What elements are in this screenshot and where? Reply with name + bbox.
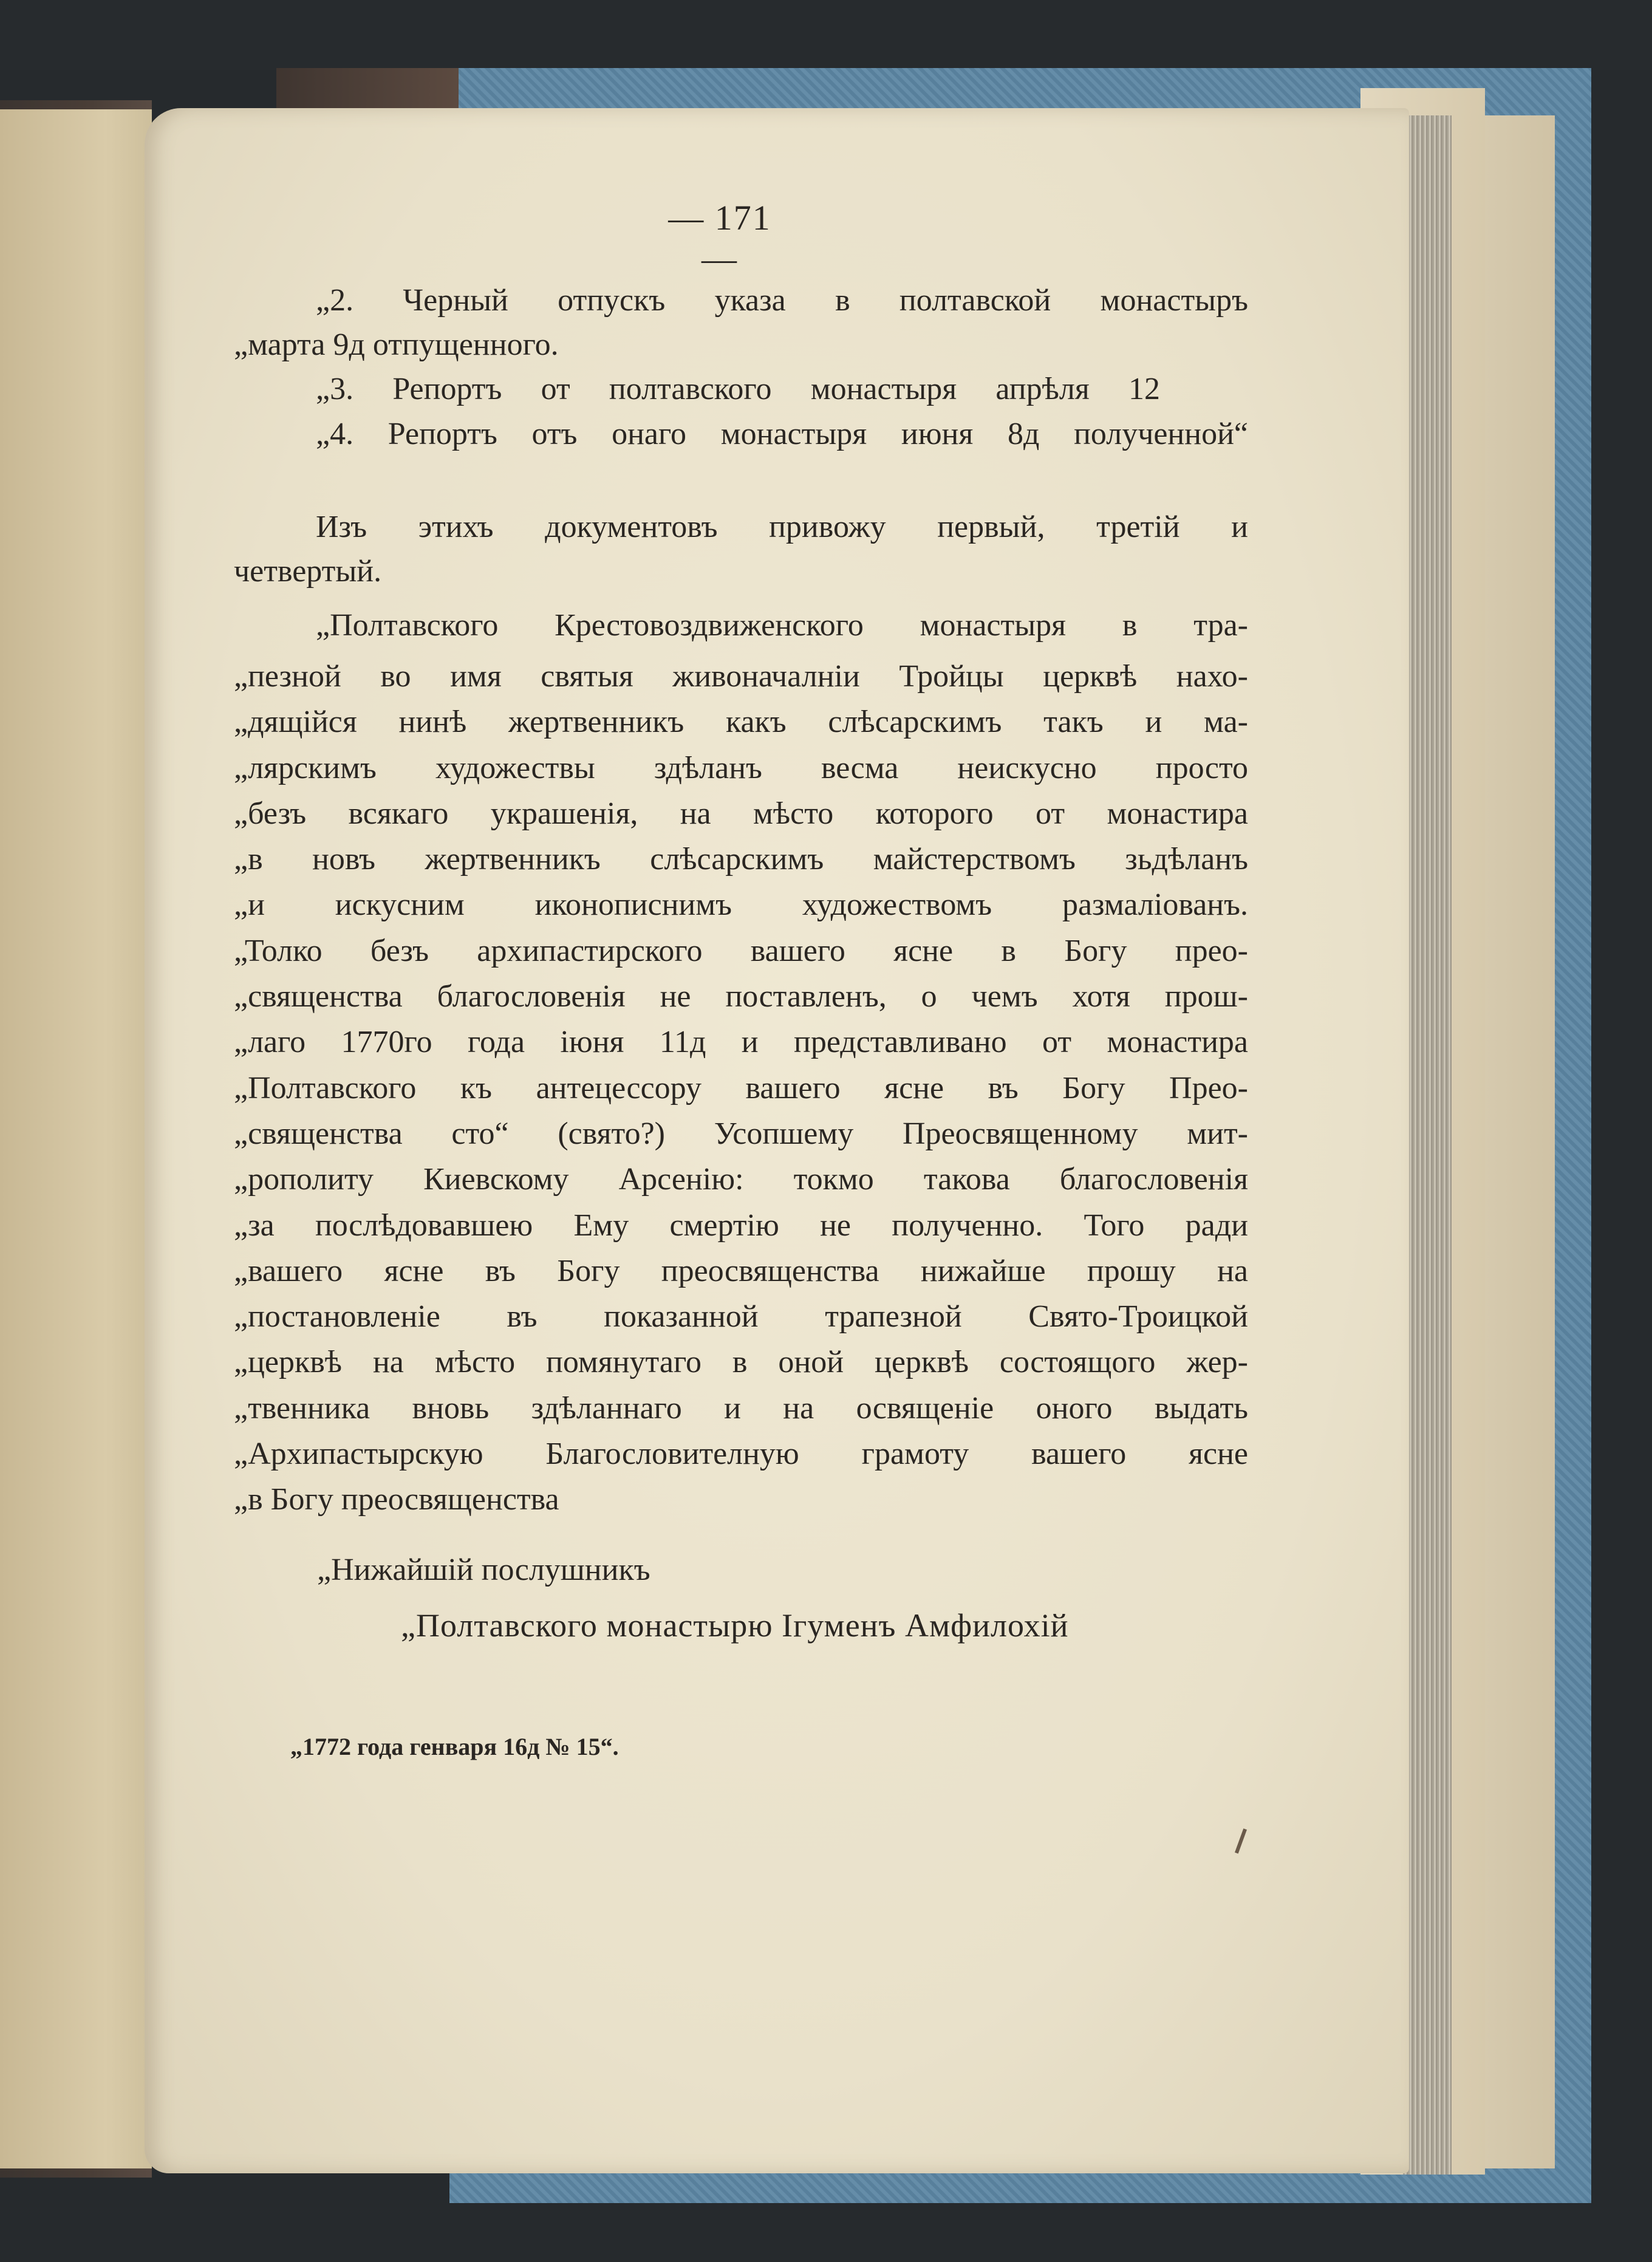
document-date: „1772 года генваря 16д № 15“. bbox=[290, 1733, 619, 1760]
intro-line-2 bbox=[234, 553, 1248, 598]
text-line: четвертый. bbox=[234, 554, 382, 589]
text-line: „постановленіе въ показанной трапезной Свято-Троицкой bbox=[234, 1299, 1248, 1334]
text-line: „в Богу преосвященства bbox=[234, 1482, 559, 1517]
text-line: „в новъ жертвенникъ слѣсарскимъ майстерствомъ зьдѣланъ bbox=[234, 842, 1248, 877]
text-line: „марта 9д отпущенного. bbox=[234, 327, 559, 362]
text-line: „вашего ясне въ Богу преосвященства нижайше прошу на bbox=[234, 1253, 1248, 1288]
text-line: „Толко безъ архипастирского вашего ясне в Богу прео- bbox=[234, 933, 1248, 968]
text-line: „лаго 1770го года іюня 11д и представливано от монастира bbox=[234, 1025, 1248, 1060]
text-line: „священства благословенія не поставленъ, о чемъ хотя прош- bbox=[234, 979, 1248, 1014]
page-edges bbox=[1403, 115, 1452, 2175]
text-line: „лярскимъ художествы здѣланъ весма неискусно просто bbox=[234, 750, 1248, 785]
intro-line-1 bbox=[316, 509, 1248, 554]
text-line: „безъ всякаго украшенія, на мѣсто которого от монастира bbox=[234, 796, 1248, 831]
text-line: „за послѣдовавшею Ему смертію не полученно. Того ради bbox=[234, 1208, 1248, 1243]
scan-background bbox=[0, 0, 1652, 70]
page-number: — 171 — bbox=[668, 198, 771, 278]
text-line: „4. Репортъ отъ онаго монастыря июня 8д полученной“ bbox=[316, 417, 1248, 451]
letter-body bbox=[234, 654, 1248, 1523]
letter-first-line bbox=[316, 607, 1248, 652]
text-line: „священства сто“ (свято?) Усопшему Преосвященному мит- bbox=[234, 1116, 1248, 1151]
text-line: „Архипастырскую Благословителную грамоту вашего ясне bbox=[234, 1437, 1248, 1472]
text-line: „дящійся нинѣ жертвенникъ какъ слѣсарскимъ такъ и ма- bbox=[234, 705, 1248, 740]
text-line: „твенника вновь здѣланнаго и на освященіе оного выдать bbox=[234, 1390, 1248, 1426]
left-facing-page bbox=[0, 109, 152, 2168]
text-line: „Полтавского къ антецессору вашего ясне въ Богу Прео- bbox=[234, 1070, 1248, 1105]
text-line: „рополиту Киевскому Арсенію: токмо такова благословенія bbox=[234, 1162, 1248, 1197]
text-line: „и искусним иконописнимъ художествомъ размалiованъ. bbox=[234, 887, 1248, 923]
list-item-4 bbox=[316, 416, 1248, 461]
text-line: „2. Черный отпускъ указа в полтавской монастыръ bbox=[316, 283, 1248, 318]
text-line: Изъ этихъ документовъ привожу первый, третій и bbox=[316, 510, 1248, 544]
text-line: „Полтавского Крестовоздвиженского монастыря в тра- bbox=[316, 608, 1248, 643]
text-line: „пезной во имя святыя живоначалніи Тройцы церквѣ нахо- bbox=[234, 659, 1248, 694]
signature-line-1: „Нижайшій послушникъ bbox=[317, 1553, 650, 1587]
text-line: „церквѣ на мѣсто помянутаго в оной церквѣ состоящого жер- bbox=[234, 1345, 1248, 1380]
text-line: „3. Репортъ от полтавского монастыря апрѣля 12 bbox=[316, 372, 1160, 406]
list-item-2 bbox=[316, 282, 1248, 327]
list-item-3 bbox=[316, 371, 1160, 416]
signature-line-2: „Полтавского монастырю Ігуменъ Амфилохій bbox=[401, 1607, 1069, 1644]
list-item-2-cont bbox=[234, 327, 1166, 372]
